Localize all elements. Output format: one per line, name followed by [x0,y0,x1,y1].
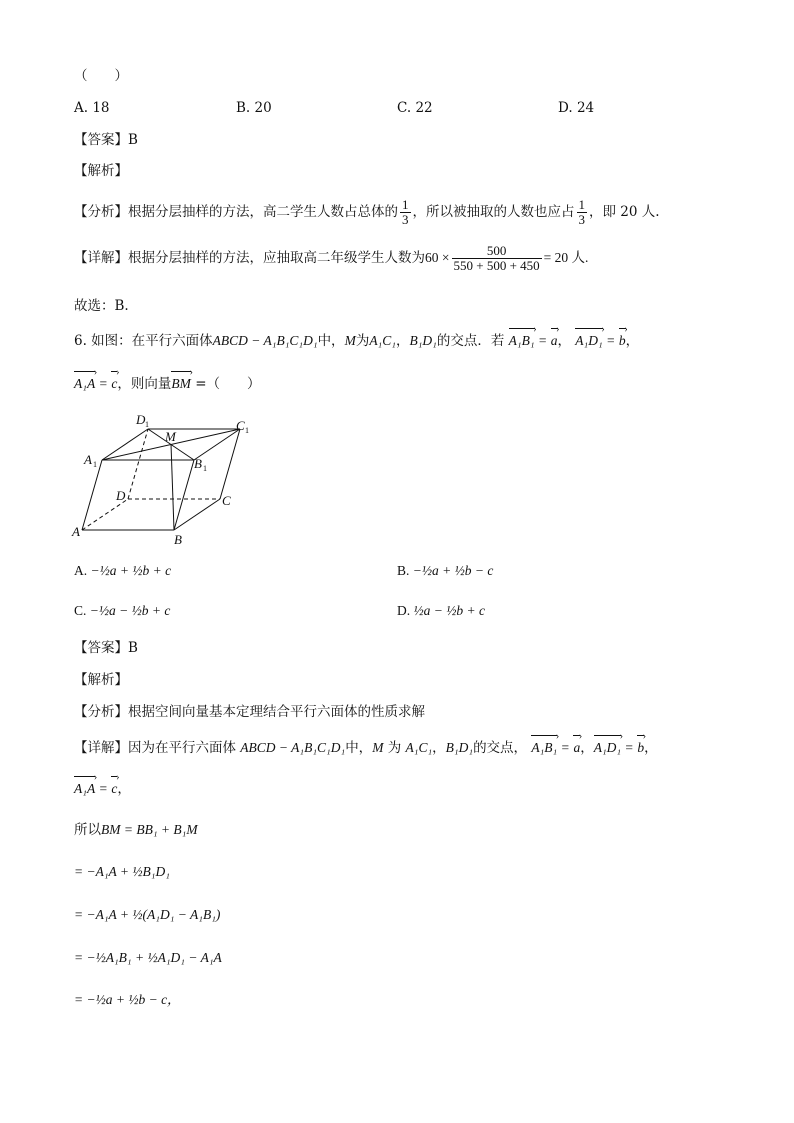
q6-stem-line2: A₁A › = c ›，则向量BM › =（ ） [74,374,261,394]
edge-AA1 [82,460,102,530]
label-B1-sub: 1 [203,464,207,473]
q5-detail: 【详解】根据分层抽样的方法，应抽取高二年级学生人数为60 × $\frac{500}{550 + 500 + 450}$ = 20 人. [74,243,589,273]
label-C: C [222,493,231,508]
edge-BC [174,499,220,530]
q6-analysis-tag: 【解析】 [74,672,128,688]
detail-fraction: $\frac{500}{550 + 500 + 450}$ [453,243,540,273]
q6-detail-line2: A₁A › = c ›， [74,779,131,799]
q5-option-d: D. 24 [558,100,595,116]
q6-derivation-step5: = −½a + ½b − c， [74,992,181,1007]
label-D1-sub: 1 [145,420,149,429]
label-B: B [174,532,182,547]
label-A1: A [84,452,92,467]
edge-AD-hidden [82,499,128,530]
q5-choose: 故选：B. [74,298,129,314]
q6-derivation-step1: 所以BM = BB₁ + B₁M [74,822,198,838]
q6-stem-line1: 6. 如图：在平行六面体ABCD − A₁B₁C₁D₁中，M为A₁C₁，B₁D₁的交点．若 A₁B₁ › = a ›， A₁D₁ › = b ›， [74,331,639,351]
q5-paren: （ ） [74,68,128,84]
label-M: M [165,429,176,444]
q5-option-b: B. 20 [236,100,272,116]
edge-BB1 [174,460,194,530]
q6-option-b: B. −½a + ½b − c [397,563,494,578]
q5-option-c: C. 22 [397,100,433,116]
q5-answer: 【答案】B [74,132,138,148]
label-A1-sub: 1 [93,460,97,469]
label-D1: D [136,412,146,427]
segment-BM [171,444,174,530]
fraction-one-third: $\frac{1}{3}$ [402,197,409,227]
label-B1: B [194,456,202,471]
q6-answer: 【答案】B [74,640,138,656]
label-C1-sub: 1 [245,426,249,435]
fraction-one-third: $\frac{1}{3}$ [578,197,585,227]
q6-derivation-step2: = −A₁A + ½B₁D₁ [74,864,170,879]
q5-option-a: A. 18 [74,100,110,116]
q6-option-d: D. ½a − ½b + c [397,603,485,618]
edge-DD1-hidden [128,429,148,499]
q6-fenxi: 【分析】根据空间向量基本定理结合平行六面体的性质求解 [74,704,425,720]
label-A: A [72,524,80,539]
edge-CC1 [220,429,240,499]
q6-derivation-step4: = −½A₁B₁ + ½A₁D₁ − A₁A [74,950,222,965]
q6-option-c: C. −½a − ½b + c [74,603,171,618]
parallelepiped-figure [70,408,260,548]
q5-fenxi: 【分析】根据分层抽样的方法，高二学生人数占总体的 $\frac{1}{3}$ ，所以被抽取的人数也应占 $\frac{1}{3}$ ，即 20 人. [74,197,660,227]
label-D: D [116,488,126,503]
q5-analysis-tag: 【解析】 [74,163,128,179]
q6-derivation-step3: = −A₁A + ½(A₁D₁ − A₁B₁) [74,907,221,922]
q6-option-a: A. −½a + ½b + c [74,563,172,578]
q6-detail-line1: 【详解】因为在平行六面体 ABCD − A₁B₁C₁D₁中，M 为 A₁C₁，B₁D₁的交点， A₁B₁ › = a ›，A₁D₁ › = b ›， [74,738,658,758]
label-C1: C [236,418,245,433]
edge-A1D1 [102,429,148,460]
